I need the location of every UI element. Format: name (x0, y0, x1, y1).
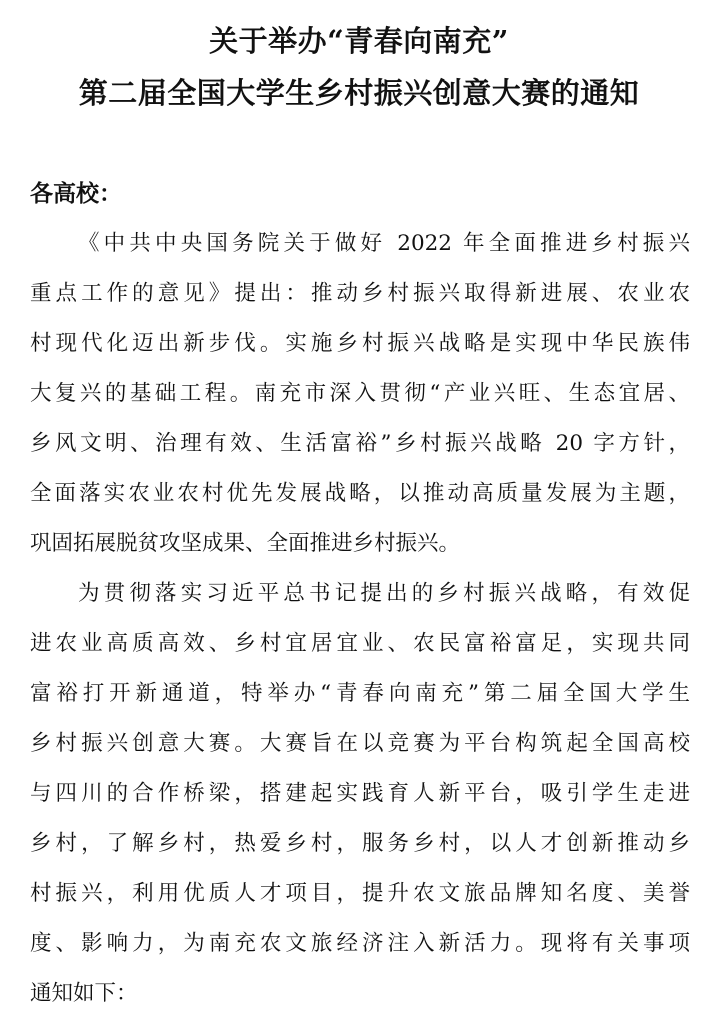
paragraph-1-line: 乡风文明、治理有效、生活富裕”乡村振兴战略 20 字方针， (30, 431, 690, 456)
salutation: 各高校： (30, 180, 122, 207)
paragraph-2-line: 为贯彻落实习近平总书记提出的乡村振兴战略，有效促 (78, 581, 690, 606)
paragraph-2-line: 富裕打开新通道，特举办“青春向南充”第二届全国大学生 (30, 681, 690, 706)
paragraph-1-line: 全面落实农业农村优先发展战略，以推动高质量发展为主题， (30, 481, 690, 506)
title-line-2: 第二届全国大学生乡村振兴创意大赛的通知 (78, 76, 640, 110)
paragraph-1-line: 《中共中央国务院关于做好 2022 年全面推进乡村振兴 (78, 231, 690, 256)
paragraph-1-line: 重点工作的意见》提出：推动乡村振兴取得新进展、农业农 (30, 281, 690, 306)
title-line-1: 关于举办“青春向南充” (209, 24, 509, 58)
paragraph-1-line: 大复兴的基础工程。南充市深入贯彻“产业兴旺、生态宜居、 (30, 381, 690, 406)
paragraph-2-line: 度、影响力，为南充农文旅经济注入新活力。现将有关事项 (30, 931, 690, 956)
paragraph-2-line: 村振兴，利用优质人才项目，提升农文旅品牌知名度、美誉 (30, 881, 690, 906)
paragraph-2-line: 进农业高质高效、乡村宜居宜业、农民富裕富足，实现共同 (30, 631, 690, 656)
paragraph-2-line: 乡村，了解乡村，热爱乡村，服务乡村，以人才创新推动乡 (30, 831, 690, 856)
paragraph-1-line: 村现代化迈出新步伐。实施乡村振兴战略是实现中华民族伟 (30, 331, 690, 356)
paragraph-2-line: 与四川的合作桥梁，搭建起实践育人新平台，吸引学生走进 (30, 781, 690, 806)
paragraph-2-line: 乡村振兴创意大赛。大赛旨在以竞赛为平台构筑起全国高校 (30, 731, 690, 756)
paragraph-1-line: 巩固拓展脱贫攻坚成果、全面推进乡村振兴。 (30, 531, 461, 556)
paragraph-2-line: 通知如下： (30, 981, 138, 1006)
